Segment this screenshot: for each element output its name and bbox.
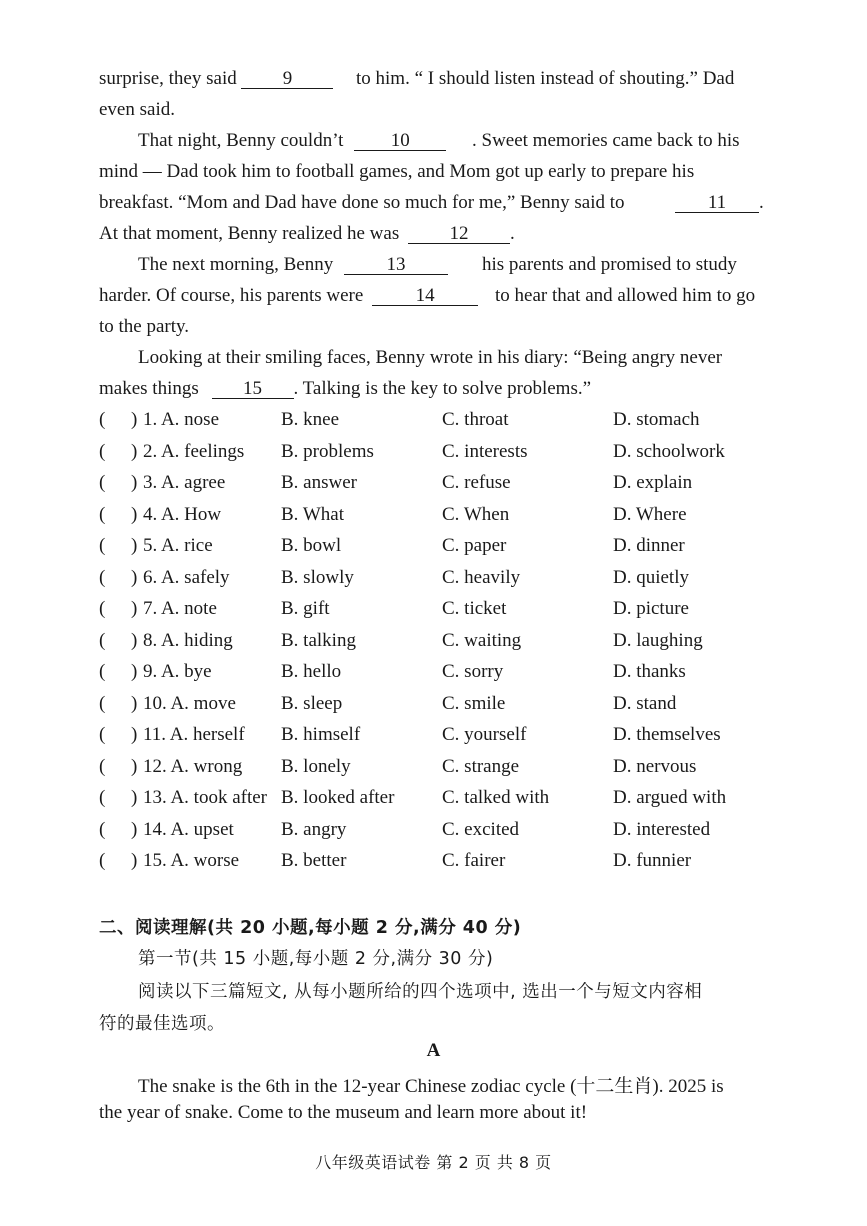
question-row-8 <box>99 630 799 658</box>
passage-line-5-end <box>675 192 764 214</box>
section-heading: 二、阅读理解(共 20 小题,每小题 2 分,满分 40 分) <box>99 918 522 938</box>
option-c: C. smile <box>442 693 506 714</box>
passage-line-7 <box>138 254 448 276</box>
passage-line-2: even said. <box>99 99 175 120</box>
answer-paren-close: ) <box>131 724 138 745</box>
answer-paren-open: ( <box>99 756 106 777</box>
passage-text: surprise, they said <box>99 68 237 89</box>
answer-paren-close: ) <box>131 819 138 840</box>
answer-paren-close: ) <box>131 787 138 808</box>
option-b: B. slowly <box>281 567 354 588</box>
blank-9: 9 <box>241 69 333 89</box>
instructions-line-2: 符的最佳选项。 <box>99 1014 225 1034</box>
passage-text: breakfast. “Mom and Dad have done so much for me,” Benny said to <box>99 192 625 213</box>
question-row-4 <box>99 504 799 532</box>
option-b: B. looked after <box>281 787 395 808</box>
option-b: B. hello <box>281 661 342 682</box>
question-row-11 <box>99 724 799 752</box>
answer-paren-close: ) <box>131 441 138 462</box>
option-a: 15. A. worse <box>143 850 240 871</box>
question-row-9 <box>99 661 799 689</box>
page-footer: 八年级英语试卷 第 2 页 共 8 页 <box>315 1153 552 1172</box>
answer-paren-close: ) <box>131 598 138 619</box>
passage-line-5 <box>99 192 625 214</box>
option-d: D. schoolwork <box>613 441 725 462</box>
option-a: 4. A. How <box>143 504 222 525</box>
answer-paren-open: ( <box>99 661 106 682</box>
instructions-line-1: 阅读以下三篇短文, 从每小题所给的四个选项中, 选出一个与短文内容相 <box>138 982 703 1002</box>
option-a: 14. A. upset <box>143 819 234 840</box>
option-d: D. thanks <box>613 661 686 682</box>
answer-paren-open: ( <box>99 535 106 556</box>
answer-paren-open: ( <box>99 409 106 430</box>
passage-line-11 <box>99 378 591 400</box>
passage-a-line-1: The snake is the 6th in the 12-year Chinese zodiac cycle (十二生肖). 2025 is <box>138 1076 724 1097</box>
option-b: B. knee <box>281 409 340 430</box>
option-a: 10. A. move <box>143 693 236 714</box>
option-d: D. laughing <box>613 630 703 651</box>
passage-text: That night, Benny couldn’t <box>138 130 344 151</box>
option-d: D. interested <box>613 819 711 840</box>
option-d: D. themselves <box>613 724 721 745</box>
option-d: D. dinner <box>613 535 685 556</box>
blank-14: 14 <box>372 286 478 306</box>
option-d: D. explain <box>613 472 693 493</box>
option-a: 3. A. agree <box>143 472 226 493</box>
question-row-1 <box>99 409 799 437</box>
passage-text: The next morning, Benny <box>138 254 334 275</box>
option-d: D. stomach <box>613 409 700 430</box>
section-subheading: 第一节(共 15 小题,每小题 2 分,满分 30 分) <box>138 949 494 969</box>
passage-line-1 <box>99 68 333 90</box>
answer-paren-open: ( <box>99 441 106 462</box>
passage-text: . <box>509 223 515 244</box>
option-d: D. stand <box>613 693 677 714</box>
passage-line-8-end: to hear that and allowed him to go <box>495 285 756 306</box>
question-row-10 <box>99 693 799 721</box>
option-a: 5. A. rice <box>143 535 213 556</box>
option-a: 11. A. herself <box>143 724 245 745</box>
option-d: D. funnier <box>613 850 692 871</box>
option-a: 12. A. wrong <box>143 756 243 777</box>
option-b: B. answer <box>281 472 357 493</box>
question-row-15 <box>99 850 799 878</box>
option-c: C. fairer <box>442 850 506 871</box>
option-d: D. quietly <box>613 567 689 588</box>
option-c: C. heavily <box>442 567 521 588</box>
option-d: D. argued with <box>613 787 727 808</box>
blank-12: 12 <box>408 224 510 244</box>
passage-line-3 <box>138 130 446 152</box>
passage-line-9: to the party. <box>99 316 190 337</box>
answer-paren-open: ( <box>99 850 106 871</box>
question-row-2 <box>99 441 799 469</box>
option-b: B. himself <box>281 724 361 745</box>
option-c: C. When <box>442 504 510 525</box>
option-b: B. bowl <box>281 535 342 556</box>
option-b: B. better <box>281 850 347 871</box>
answer-paren-open: ( <box>99 787 106 808</box>
question-row-12 <box>99 756 799 784</box>
passage-line-10: Looking at their smiling faces, Benny wrote in his diary: “Being angry never <box>138 347 723 368</box>
answer-paren-close: ) <box>131 756 138 777</box>
answer-paren-close: ) <box>131 535 138 556</box>
blank-13: 13 <box>344 255 448 275</box>
passage-a-line-2: the year of snake. Come to the museum and learn more about it! <box>99 1102 588 1123</box>
option-c: C. talked with <box>442 787 550 808</box>
option-c: C. waiting <box>442 630 522 651</box>
passage-line-7-end: his parents and promised to study <box>482 254 737 275</box>
question-row-7 <box>99 598 799 626</box>
passage-text: . Talking is the key to solve problems.” <box>293 378 592 399</box>
option-a: 7. A. note <box>143 598 217 619</box>
blank-15: 15 <box>212 379 294 399</box>
passage-text: makes things <box>99 378 199 399</box>
option-c: C. refuse <box>442 472 511 493</box>
answer-paren-close: ) <box>131 850 138 871</box>
passage-line-4: mind — Dad took him to football games, and Mom got up early to prepare his <box>99 161 695 182</box>
answer-paren-open: ( <box>99 819 106 840</box>
answer-paren-close: ) <box>131 693 138 714</box>
option-c: C. ticket <box>442 598 507 619</box>
blank-10: 10 <box>354 131 446 151</box>
option-c: C. throat <box>442 409 509 430</box>
answer-paren-open: ( <box>99 630 106 651</box>
option-a: 8. A. hiding <box>143 630 233 651</box>
answer-paren-open: ( <box>99 472 106 493</box>
option-a: 9. A. bye <box>143 661 212 682</box>
blank-11: 11 <box>675 193 759 213</box>
option-b: B. What <box>281 504 344 525</box>
passage-line-6 <box>99 223 515 245</box>
passage-line-3-end: . Sweet memories came back to his <box>472 130 740 151</box>
option-b: B. problems <box>281 441 374 462</box>
option-b: B. lonely <box>281 756 351 777</box>
option-c: C. excited <box>442 819 520 840</box>
answer-paren-close: ) <box>131 661 138 682</box>
option-a: 6. A. safely <box>143 567 230 588</box>
passage-line-1-end: to him. “ I should listen instead of shouting.” Dad <box>356 68 735 89</box>
option-a: 1. A. nose <box>143 409 219 430</box>
option-c: C. paper <box>442 535 507 556</box>
option-d: D. nervous <box>613 756 697 777</box>
option-d: D. Where <box>613 504 687 525</box>
option-d: D. picture <box>613 598 689 619</box>
answer-paren-close: ) <box>131 409 138 430</box>
answer-paren-close: ) <box>131 630 138 651</box>
option-c: C. sorry <box>442 661 504 682</box>
question-row-5 <box>99 535 799 563</box>
option-b: B. sleep <box>281 693 343 714</box>
question-row-14 <box>99 819 799 847</box>
option-a: 2. A. feelings <box>143 441 245 462</box>
answer-paren-open: ( <box>99 598 106 619</box>
option-c: C. strange <box>442 756 520 777</box>
question-row-13 <box>99 787 799 815</box>
option-b: B. gift <box>281 598 330 619</box>
option-c: C. interests <box>442 441 528 462</box>
answer-paren-open: ( <box>99 724 106 745</box>
passage-line-8 <box>99 285 478 307</box>
option-c: C. yourself <box>442 724 527 745</box>
answer-paren-close: ) <box>131 567 138 588</box>
answer-paren-close: ) <box>131 504 138 525</box>
option-b: B. angry <box>281 819 347 840</box>
passage-text: At that moment, Benny realized he was <box>99 223 400 244</box>
question-row-3 <box>99 472 799 500</box>
question-row-6 <box>99 567 799 595</box>
answer-paren-open: ( <box>99 693 106 714</box>
option-b: B. talking <box>281 630 356 651</box>
passage-a-label: A <box>426 1040 441 1061</box>
answer-paren-open: ( <box>99 504 106 525</box>
passage-text: . <box>759 192 764 213</box>
passage-text: harder. Of course, his parents were <box>99 285 364 306</box>
option-a: 13. A. took after <box>143 787 268 808</box>
answer-paren-close: ) <box>131 472 138 493</box>
answer-paren-open: ( <box>99 567 106 588</box>
